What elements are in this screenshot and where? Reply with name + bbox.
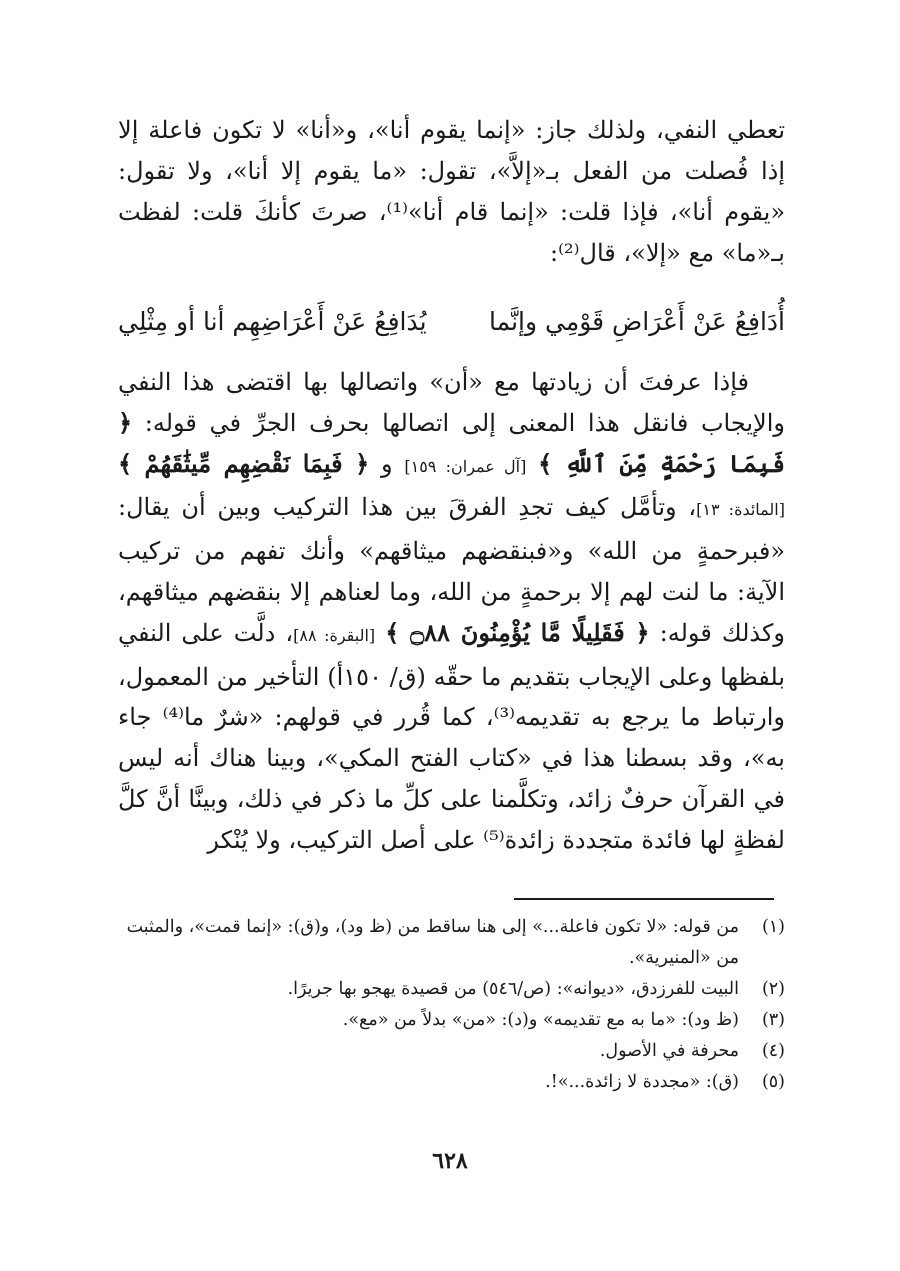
page-number: ٦٢٨ xyxy=(432,1148,468,1174)
footnote-item xyxy=(118,974,785,1005)
poetry-verse xyxy=(118,300,785,344)
footnote-item xyxy=(118,1036,785,1067)
paragraph-2-middle: ، وتأمَّل كيف تجدِ الفرقَ بين هذا التركيب وبين أن يقال: «فبرحمةٍ من الله» و«فبنقضهم ميثاقهم» وأنك تفهم من تركيب الآية: ما لنت لهم إلا برحمةٍ من الله، وما لعناهم إلا بنقضهم ميثاقهم، وكذلك قوله: xyxy=(118,493,785,647)
footnote-number: (٤) xyxy=(761,1041,785,1061)
paragraph-2-end: ، دلَّت على النفي بلفظها وعلى الإيجاب بتقديم ما حقّه (ق/ ١٥٠أ) التأخير من المعمول، وارتباط ما يرجع به تقديمه⁽³⁾، كما قُرر في قولهم: «شرٌ ما⁽⁴⁾ جاء به»، وقد بسطنا هذا في «كتاب الفتح المكي»، وبينا هناك أنه ليس في القرآن حرفٌ زائد، وتكلَّمنا على كلِّ ما ذكر في ذلك، وبينَّا أنَّ كلَّ لفظةٍ لها فائدة متجددة زائدة⁽⁵⁾ على أصل التركيب، ولا يُنْكر xyxy=(118,618,785,854)
footnote-text: البيت للفرزدق، «ديوانه»: (ص/٥٤٦) من قصيدة يهجو بها جريرًا. xyxy=(287,979,739,999)
footnote-text: (ظ ود): «ما به مع تقديمه» و(د): «من» بدلاً من «مع». xyxy=(342,1010,739,1030)
verse-hemistich-first: أُدَافِعُ عَنْ أَعْرَاضِ قَوْمِي وإنَّما xyxy=(489,307,785,336)
footnote-item xyxy=(118,1005,785,1036)
quran-quote-3: ﴿ فَقَلِيلًا مَّا يُؤْمِنُونَ ۝٨٨ ﴾ xyxy=(385,617,650,647)
footnote-text: من قوله: «لا تكون فاعلة...» إلى هنا ساقط من (ظ ود)، و(ق): «إنما قمت»، والمثبت من «المنيرية». xyxy=(126,917,739,968)
footnote-item xyxy=(118,912,785,974)
quran-reference-1: [آل عمران: ١٥٩] xyxy=(404,456,527,476)
footnotes xyxy=(118,912,785,1098)
paragraph-2 xyxy=(118,362,785,861)
footnote-text: محرفة في الأصول. xyxy=(599,1041,739,1061)
footnote-item xyxy=(118,1067,785,1098)
quran-quote-1: ﴿ فَبِمَا رَحْمَةٍ مِّنَ ٱللَّهِ ﴾ xyxy=(118,407,786,478)
footnote-text: (ق): «مجددة لا زائدة...»!. xyxy=(545,1072,739,1092)
quran-reference-2: [المائدة: ١٣] xyxy=(696,500,785,520)
footnote-number: (٢) xyxy=(761,979,785,999)
quran-quote-2: ﴿ فَبِمَا نَقْضِهِم مِّيثَٰقَهُمْ ﴾ xyxy=(118,448,370,478)
paragraph-2-intro: فإذا عرفتَ أن زيادتها مع «أن» واتصالها بها اقتضى هذا النفي والإيجاب فانقل هذا المعنى إلى اتصالها بحرف الجرِّ في قوله: xyxy=(118,368,785,437)
verse-hemistich-second: يُدَافِعُ عَنْ أَعْرَاضِهِم أنا أو مِثْلِي xyxy=(118,307,427,336)
footnote-separator xyxy=(514,898,774,900)
footnote-number: (٣) xyxy=(761,1010,785,1030)
paragraph-1: تعطي النفي، ولذلك جاز: «إنما يقوم أنا»، و«أنا» لا تكون فاعلة إلا إذا فُصلت من الفعل بـ«إلاَّ»، تقول: «ما يقوم إلا أنا»، ولا تقول: «يقوم أنا»، فإذا قلت: «إنما قام أنا»⁽¹⁾، صرتَ كأنكَ قلت: لفظت بـ«ما» مع «إلا»، قال⁽²⁾: xyxy=(118,116,785,267)
conjunction: و xyxy=(380,449,393,478)
quran-reference-3: [البقرة: ٨٨] xyxy=(293,625,376,645)
footnote-number: (١) xyxy=(761,917,785,937)
footnote-number: (٥) xyxy=(761,1072,785,1092)
